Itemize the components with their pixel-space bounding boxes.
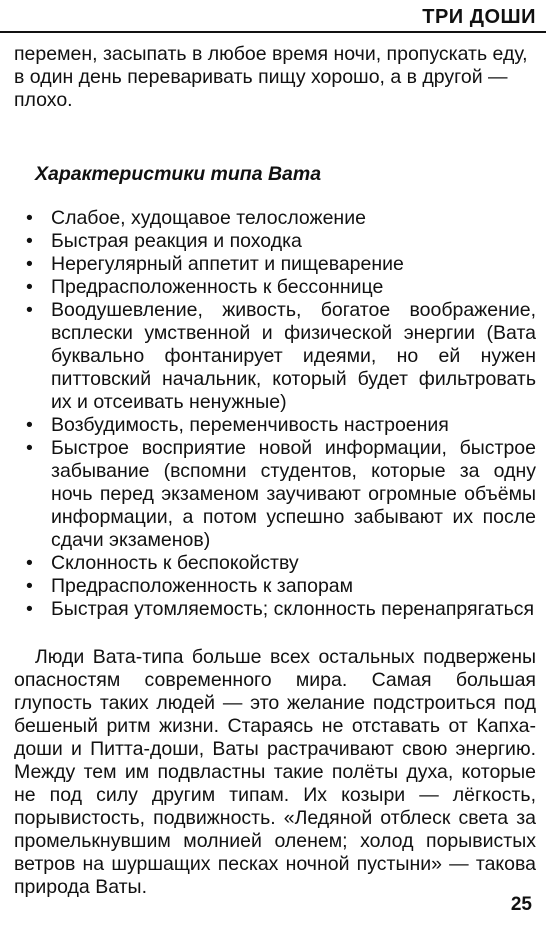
list-item (14, 230, 536, 253)
list-item (14, 276, 536, 299)
list-item (14, 253, 536, 276)
list-item (14, 207, 536, 230)
list-item-text: Быстрая реакция и походка (51, 230, 302, 252)
list-item (14, 299, 536, 414)
list-item-text: Предрасположенность к бессоннице (51, 276, 384, 298)
body-paragraph: Люди Вата-типа больше всех остальных подвержены опасностям современного мира. Самая большая глупость таких людей — это желание подстроиться под бешеный ритм жизни. Стараясь не отставать от Капха-доши и Питта-доши, Ваты растрачивают свою энергию. Между тем им подвластны такие полёты духа, которые не под силу другим типам. Их козыри — лёгкость, порывистость, подвижность. «Ледяной отблеск света за промелькнувшим молнией оленем; холод порывистых ветров на шуршащих песках ночной пустыни» — такова природа Ваты. (14, 646, 536, 898)
list-item-text: Нерегулярный аппетит и пищеварение (51, 253, 404, 275)
list-item-text: Воодушевление, живость, богатое воображение, всплески умственной и физической энергии (Вата буквально фонтанирует идеями, но ей нужен питтовский начальник, который будет фильтровать их и отсеивать ненужные) (51, 299, 536, 413)
bullet-icon: • (26, 207, 33, 229)
running-title: ТРИ ДОШИ (422, 6, 536, 28)
bullet-icon: • (26, 598, 33, 620)
bullet-icon: • (26, 230, 33, 252)
list-item (14, 552, 536, 575)
page-number: 25 (510, 894, 532, 915)
bullet-icon: • (26, 552, 33, 574)
list-item-text: Склонность к беспокойству (51, 552, 299, 574)
running-header (0, 0, 546, 33)
list-item (14, 575, 536, 598)
list-item (14, 598, 536, 621)
bullet-icon: • (26, 575, 33, 597)
bullet-icon: • (26, 299, 33, 321)
bullet-icon: • (26, 414, 33, 436)
list-item-text: Слабое, худощавое телосложение (51, 207, 366, 229)
bullet-icon: • (26, 437, 33, 459)
intro-paragraph: перемен, засыпать в любое время ночи, пропускать еду, в один день переваривать пищу хорошо, а в другой — плохо. (14, 43, 528, 111)
list-item-text: Возбудимость, переменчивость настроения (51, 414, 449, 436)
list-item (14, 437, 536, 552)
list-item-text: Быстрое восприятие новой информации, быстрое забывание (вспомни студентов, которые за одну ночь перед экзаменом заучивают огромные объёмы информации, а потом успешно забывают их после сдачи экзаменов) (51, 437, 536, 551)
header-rule (0, 31, 546, 33)
characteristics-list (14, 207, 536, 621)
list-item (14, 414, 536, 437)
list-item-text: Быстрая утомляемость; склонность перенапрягаться (51, 598, 535, 620)
section-heading: Характеристики типа Вата (35, 163, 322, 185)
page-content (14, 43, 536, 899)
list-item-text: Предрасположенность к запорам (51, 575, 354, 597)
bullet-icon: • (26, 276, 33, 298)
bullet-icon: • (26, 253, 33, 275)
